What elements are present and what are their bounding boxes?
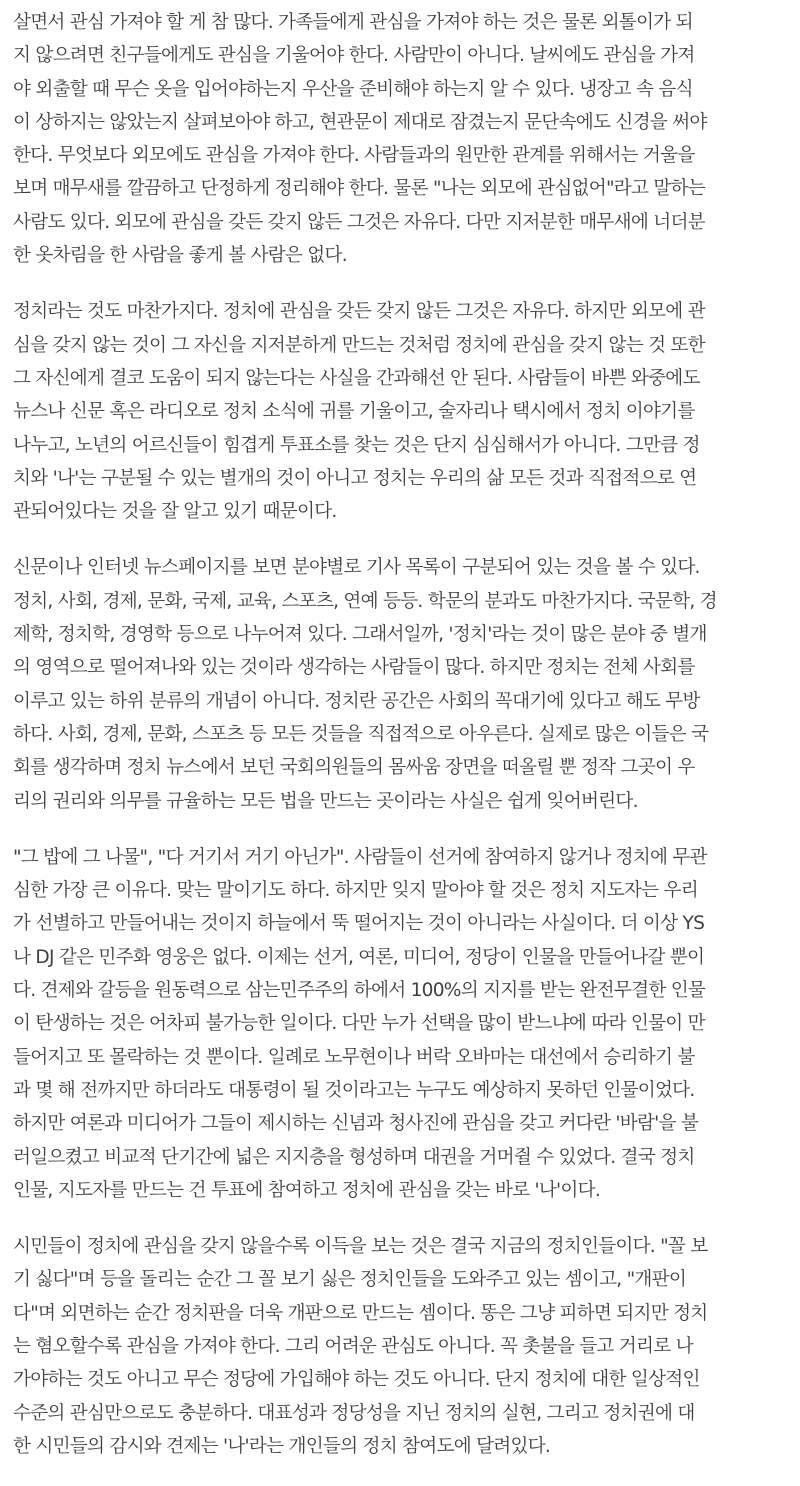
text-line: 리의 권리와 의무를 규율하는 모든 법을 만드는 곳이라는 사실은 쉽게 잊어버린다. xyxy=(13,790,638,812)
text-line: 한 옷차림을 한 사람을 좋게 볼 사람은 없다. xyxy=(13,245,347,267)
text-line: 시민들이 정치에 관심을 갖지 않을수록 이득을 보는 것은 결국 지금의 정치인들이다. "꼴 보 xyxy=(13,1236,708,1258)
text-line: 수준의 관심만으로도 충분하다. 대표성과 정당성을 지닌 정치의 실현, 그리고 정치권에 대 xyxy=(13,1402,695,1424)
text-line: 과 몇 해 전까지만 하더라도 대통령이 될 것이라고는 누구도 예상하지 못하던 인물이었다. xyxy=(13,1079,695,1101)
text-line: 살면서 관심 가져야 할 게 참 많다. 가족들에게 관심을 가져야 하는 것은 물론 외톨이가 되 xyxy=(13,12,693,33)
text-line: 정치라는 것도 마찬가지다. 정치에 관심을 갖든 갖지 않든 그것은 자유다. 하지만 외모에 관 xyxy=(13,301,705,323)
text-line: 나 DJ 같은 민주화 영웅은 없다. 이제는 선거, 여론, 미디어, 정당이 인물을 만들어나갈 뿐이 xyxy=(13,946,705,968)
text-line: 회를 생각하며 정치 뉴스에서 보던 국회의원들의 몸싸움 장면을 떠올릴 뿐 정작 그곳이 우 xyxy=(13,757,695,779)
text-line: 들어지고 또 몰락하는 것 뿐이다. 일례로 노무현이나 버락 오바마는 대선에서 승리하기 불 xyxy=(13,1046,695,1068)
text-line: 는 혐오할수록 관심을 가져야 한다. 그리 어려운 관심도 아니다. 꼭 촛불을 들고 거리로 나 xyxy=(13,1335,693,1357)
article-body xyxy=(13,6,791,1486)
text-line: 다. 견제와 갈등을 원동력으로 삼는민주주의 하에서 100%의 지지를 받는 완전무결한 인물 xyxy=(13,980,706,1002)
paragraph-5 xyxy=(13,1230,791,1463)
text-line: 보며 매무새를 깔끔하고 단정하게 정리해야 한다. 물론 "나는 외모에 관심없어"라고 말하는 xyxy=(13,178,705,200)
text-line: "그 밥에 그 나물", "다 거기서 거기 아닌가". 사람들이 선거에 참여하지 않거나 정치에 무관 xyxy=(13,846,707,868)
paragraph-2 xyxy=(13,295,791,528)
paragraph-4 xyxy=(13,841,791,1207)
text-line: 정치, 사회, 경제, 문화, 국제, 교육, 스포츠, 연예 등등. 학문의 분과도 마찬가지다. 국문학, 경 xyxy=(13,590,717,612)
text-line: 기 싫다"며 등을 돌리는 순간 그 꼴 보기 싫은 정치인들을 도와주고 있는 셈이고, "개판이 xyxy=(13,1269,687,1291)
text-line: 그 자신에게 결코 도움이 되지 않는다는 사실을 간과해선 안 된다. 사람들이 바쁜 와중에도 xyxy=(13,367,700,389)
text-line: 사람도 있다. 외모에 관심을 갖든 갖지 않든 그것은 자유다. 다만 지저분한 매무새에 너더분 xyxy=(13,211,705,233)
text-line: 가 선별하고 만들어내는 것이지 하늘에서 뚝 떨어지는 것이 아니라는 사실이다. 더 이상 YS xyxy=(13,913,705,935)
text-line: 나누고, 노년의 어르신들이 힘겹게 투표소를 찾는 것은 단지 심심해서가 아니다. 그만큼 정 xyxy=(13,434,700,456)
text-line: 치와 '나'는 구분될 수 있는 별개의 것이 아니고 정치는 우리의 삶 모든 것과 직접적으로 연 xyxy=(13,467,697,489)
text-line: 신문이나 인터넷 뉴스페이지를 보면 분야별로 기사 목록이 구분되어 있는 것을 볼 수 있다. xyxy=(13,557,700,579)
text-line: 심한 가장 큰 이유다. 맞는 말이기도 하다. 하지만 잊지 말아야 할 것은 정치 지도자는 우리 xyxy=(13,880,698,902)
text-line: 심을 갖지 않는 것이 그 자신을 지저분하게 만드는 것처럼 정치에 관심을 갖지 않는 것 또한 xyxy=(13,334,705,356)
text-line: 이루고 있는 하위 분류의 개념이 아니다. 정치란 공간은 사회의 꼭대기에 있다고 해도 무방 xyxy=(13,690,700,712)
text-line: 이 상하지는 않았는지 살펴보아야 하고, 현관문이 제대로 잠겼는지 문단속에도 신경을 써야 xyxy=(13,111,707,133)
text-line: 하다. 사회, 경제, 문화, 스포츠 등 모든 것들을 직접적으로 아우른다. 실제로 많은 이들은 국 xyxy=(13,723,709,745)
text-line: 이 탄생하는 것은 어차피 불가능한 일이다. 다만 누가 선택을 많이 받느냐에 따라 인물이 만 xyxy=(13,1013,705,1035)
text-line: 러일으켰고 비교적 단기간에 넓은 지지층을 형성하며 대권을 거머쥘 수 있었다. 결국 정치 xyxy=(13,1146,695,1168)
text-line: 야 외출할 때 무슨 옷을 입어야하는지 우산을 준비해야 하는지 알 수 있다. 냉장고 속 음식 xyxy=(13,78,693,100)
text-line: 다"며 외면하는 순간 정치판을 더욱 개판으로 만드는 셈이다. 똥은 그냥 피하면 되지만 정치 xyxy=(13,1302,708,1324)
text-line: 인물, 지도자를 만드는 건 투표에 참여하고 정치에 관심을 갖는 바로 '나'이다. xyxy=(13,1179,600,1201)
text-line: 제학, 정치학, 경영학 등으로 나누어져 있다. 그래서일까, '정치'라는 것이 많은 분야 중 별개 xyxy=(13,624,707,646)
text-line: 하지만 여론과 미디어가 그들이 제시하는 신념과 청사진에 관심을 갖고 커다란 '바람'을 불 xyxy=(13,1113,699,1135)
text-line: 의 영역으로 떨어져나와 있는 것이라 생각하는 사람들이 많다. 하지만 정치는 전체 사회를 xyxy=(13,657,695,679)
paragraph-3 xyxy=(13,551,791,817)
text-line: 한 시민들의 감시와 견제는 '나'라는 개인들의 정치 참여도에 달려있다. xyxy=(13,1435,551,1457)
text-line: 관되어있다는 것을 잘 알고 있기 때문이다. xyxy=(13,501,337,523)
text-line: 한다. 무엇보다 외모에도 관심을 가져야 한다. 사람들과의 원만한 관계를 위해서는 거울을 xyxy=(13,145,695,167)
text-line: 가야하는 것도 아니고 무슨 정당에 가입해야 하는 것도 아니다. 단지 정치에 대한 일상적인 xyxy=(13,1369,700,1391)
text-line: 뉴스나 신문 혹은 라디오로 정치 소식에 귀를 기울이고, 술자리나 택시에서 정치 이야기를 xyxy=(13,401,695,423)
paragraph-1 xyxy=(13,6,791,272)
text-line: 지 않으려면 친구들에게도 관심을 기울어야 한다. 사람만이 아니다. 날씨에도 관심을 가져 xyxy=(13,45,695,67)
